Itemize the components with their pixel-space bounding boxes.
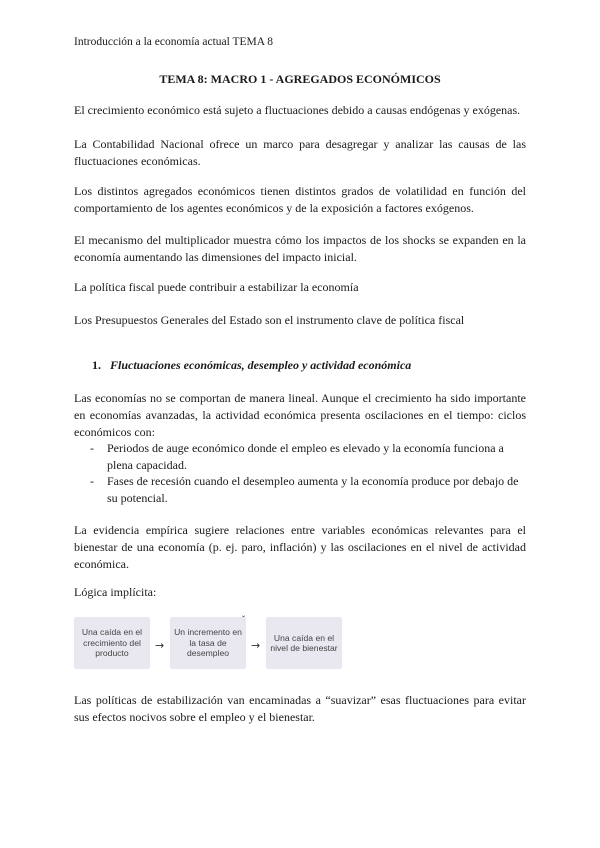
section-heading — [92, 357, 411, 374]
section-paragraph-3: Las políticas de estabilización van encaminadas a “suavizar” esas fluctuaciones para evitar sus efectos nocivos sobre el empleo y el bienestar. — [74, 693, 526, 724]
flow-step-2: Un incremento en la tasa de desempleo — [170, 617, 246, 669]
bullet-dash: - — [90, 474, 94, 488]
intro-paragraph-6: Los Presupuestos Generales del Estado son el instrumento clave de política fiscal — [74, 313, 465, 327]
page-title: TEMA 8: MACRO 1 - AGREGADOS ECONÓMICOS — [159, 72, 441, 86]
section-title: Fluctuaciones económicas, desempleo y actividad económica — [110, 358, 412, 372]
bullet-dash: - — [90, 441, 94, 455]
tick-mark-icon: ˇ — [242, 614, 245, 624]
intro-paragraph-2: La Contabilidad Nacional ofrece un marco para desagregar y analizar las causas de las fluctuaciones económicas. — [74, 137, 526, 168]
intro-paragraph-3: Los distintos agregados económicos tienen distintos grados de volatilidad en función del comportamiento de los agentes económicos y de la exposición a factores exógenos. — [74, 184, 526, 215]
flow-step-1: Una caída en el crecimiento del producto — [74, 617, 150, 669]
logic-flow-diagram — [74, 614, 374, 669]
intro-paragraph-4: El mecanismo del multiplicador muestra cómo los impactos de los shocks se expanden en la economía aumentando las dimensiones del impacto inicial. — [74, 233, 526, 264]
arrow-right-icon: → — [155, 639, 165, 652]
arrow-right-icon: → — [251, 639, 261, 652]
section-paragraph-1: Las economías no se comportan de manera lineal. Aunque el crecimiento ha sido importante en economías avanzadas, la actividad económica presenta oscilaciones en el tiempo: ciclos económicos con: — [74, 391, 526, 439]
logic-label: Lógica implícita: — [74, 585, 157, 599]
section-paragraph-2: La evidencia empírica sugiere relaciones entre variables económicas relevantes para el bienestar de una economía (p. ej. paro, inflación) y las oscilaciones en el nivel de actividad económica. — [74, 523, 526, 571]
section-number: 1. — [92, 358, 101, 372]
flow-step-3: Una caída en el nivel de bienestar — [266, 617, 342, 669]
list-item-text: Fases de recesión cuando el desempleo aumenta y la economía produce por debajo de su potencial. — [107, 474, 519, 505]
intro-paragraph-1: El crecimiento económico está sujeto a fluctuaciones debido a causas endógenas y exógenas. — [74, 103, 521, 117]
list-item — [90, 440, 526, 474]
list-item-text: Periodos de auge económico donde el empleo es elevado y la economía funciona a plena capacidad. — [107, 441, 504, 472]
intro-paragraph-5: La política fiscal puede contribuir a estabilizar la economía — [74, 280, 359, 294]
page-header: Introducción a la economía actual TEMA 8 — [74, 36, 274, 48]
list-item — [90, 473, 526, 507]
